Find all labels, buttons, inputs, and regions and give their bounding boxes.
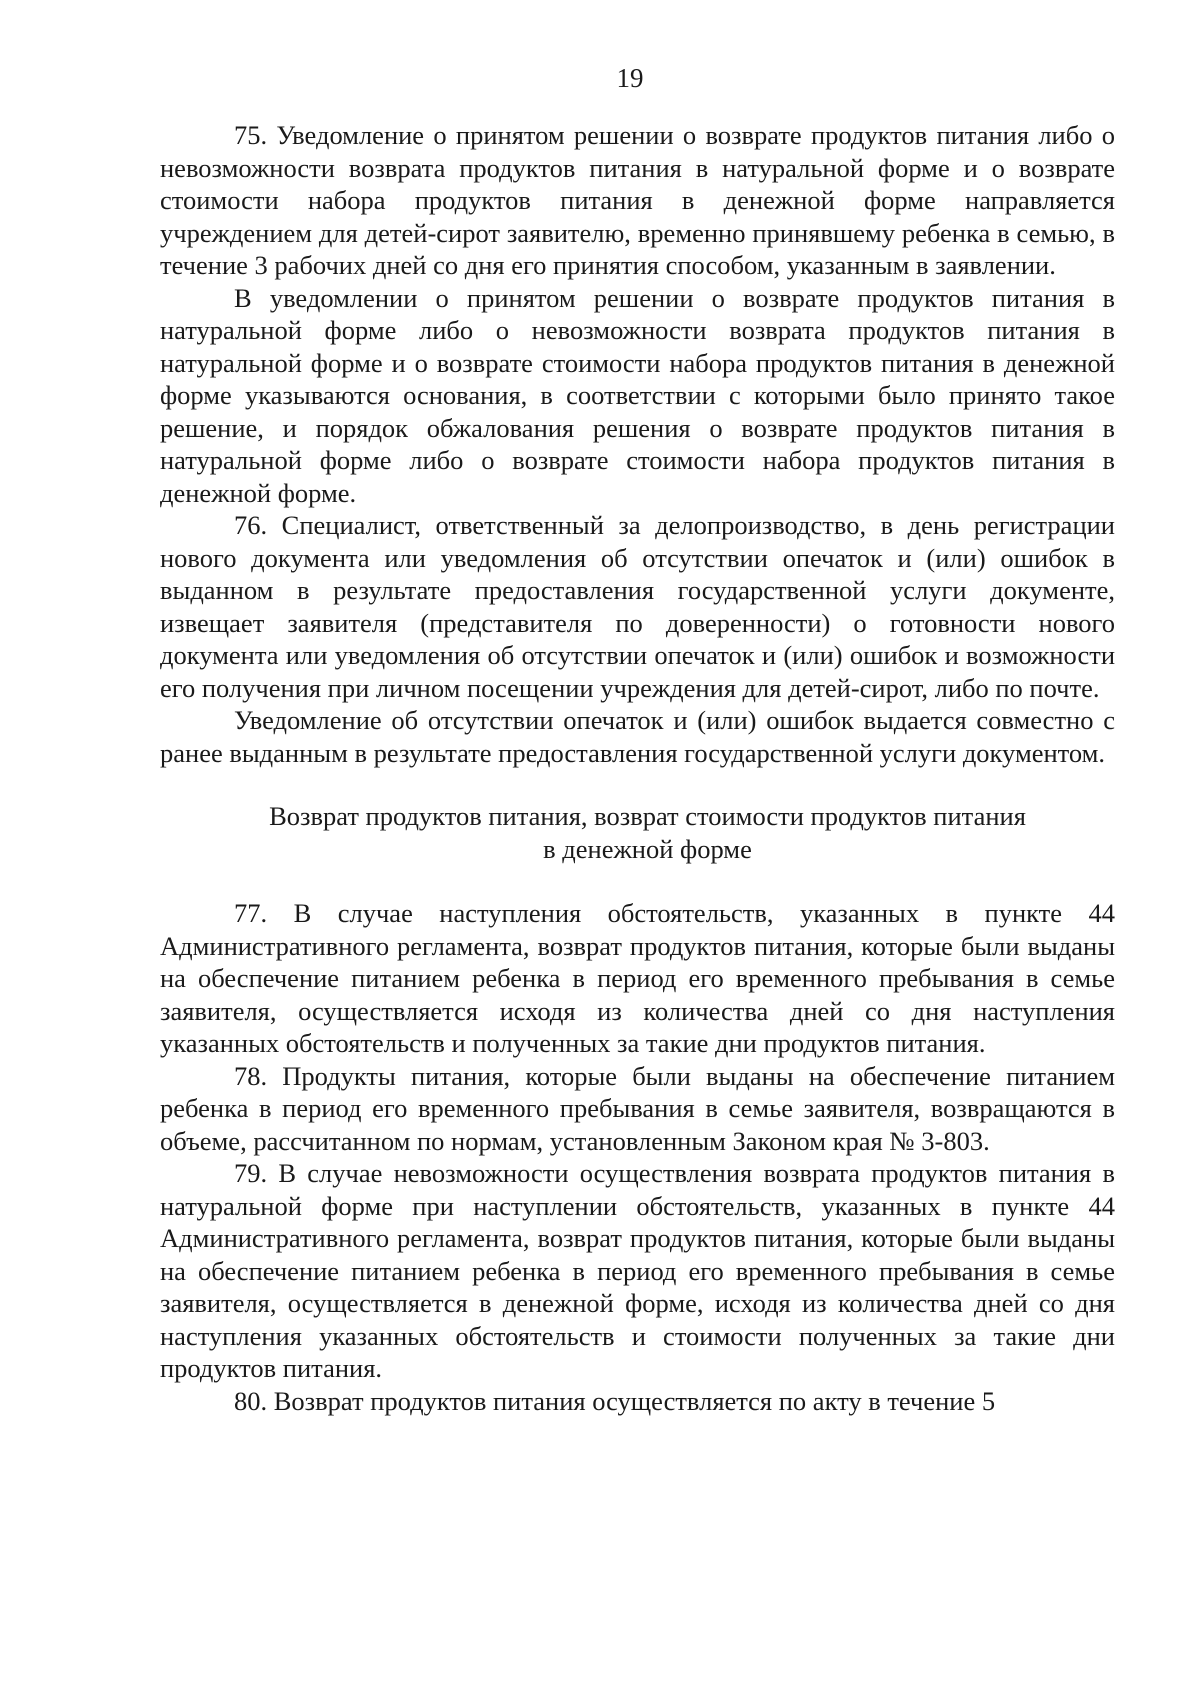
paragraph-78: 78. Продукты питания, которые были выданы на обеспечение питанием ребенка в период его временного пребывания в семье заявителя, возвращаются в объеме, рассчитанном по нормам, установленным Законом края № 3-803.: [160, 1060, 1115, 1156]
paragraph-79: 79. В случае невозможности осуществления возврата продуктов питания в натуральной форме при наступлении обстоятельств, указанных в пункте 44 Административного регламента, возврат продуктов питания, которые были выданы на обеспечение питанием ребенка в период его временного пребывания в семье заявителя, осуществляется в денежной форме, исходя из количества дней со дня наступления указанных обстоятельств и стоимости полученных за такие дни продуктов питания.: [160, 1158, 1115, 1383]
section-heading: [160, 800, 1115, 865]
paragraph-76: 76. Специалист, ответственный за делопроизводство, в день регистрации нового документа или уведомления об отсутствии опечаток и (или) ошибок в выданном в результате предоставления государственной услуги документе, извещает заявителя (представителя по доверенности) о готовности нового документа или уведомления об отсутствии опечаток и (или) ошибок и возможности его получения при личном посещении учреждения для детей-сирот, либо по почте.: [160, 510, 1115, 703]
section-heading-line-1: Возврат продуктов питания, возврат стоимости продуктов питания: [269, 801, 1026, 831]
paragraph-75: 75. Уведомление о принятом решении о возврате продуктов питания либо о невозможности возврата продуктов питания в натуральной форме и о возврате стоимости набора продуктов питания в денежной форме направляется учреждением для детей-сирот заявителю, временно принявшему ребенка в семью, в течение 3 рабочих дней со дня его принятия способом, указанным в заявлении.: [160, 120, 1115, 280]
section-heading-line-2: в денежной форме: [543, 833, 752, 864]
paragraph-77: 77. В случае наступления обстоятельств, указанных в пункте 44 Административного регламента, возврат продуктов питания, которые были выданы на обеспечение питанием ребенка в период его временного пребывания в семье заявителя, осуществляется исходя из количества дней со дня наступления указанных обстоятельств и полученных за такие дни продуктов питания.: [160, 898, 1115, 1058]
paragraph-80: 80. Возврат продуктов питания осуществляется по акту в течение 5: [234, 1385, 996, 1416]
paragraph-75-notice-content: В уведомлении о принятом решении о возврате продуктов питания в натуральной форме либо о невозможности возврата продуктов питания в натуральной форме и о возврате стоимости набора продуктов питания в денежной форме указываются основания, в соответствии с которыми было принято такое решение, и порядок обжалования решения о возврате продуктов питания в натуральной форме либо о возврате стоимости набора продуктов питания в денежной форме.: [160, 282, 1115, 508]
paragraph-76-notice-issue: Уведомление об отсутствии опечаток и (или) ошибок выдается совместно с ранее выданным в результате предоставления государственной услуги документом.: [160, 705, 1115, 768]
document-body: [160, 119, 1115, 1417]
page-number: 19: [616, 63, 644, 93]
